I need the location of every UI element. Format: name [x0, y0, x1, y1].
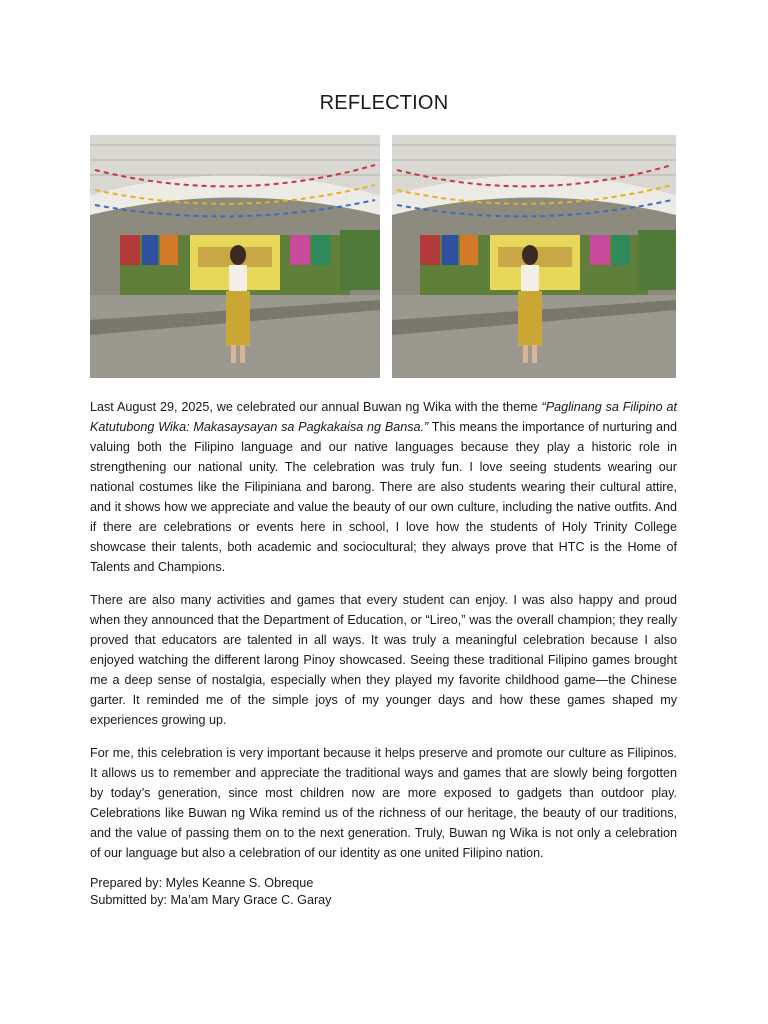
event-photo-right: [392, 135, 676, 378]
page-title: REFLECTION: [319, 92, 449, 114]
photo-event-stage-icon: [392, 135, 676, 378]
photo-event-stage-icon: [90, 135, 380, 378]
paragraph-1-rest: This means the importance of nurturing and valuing both the Filipino language and our native languages because they play a historic role in strengthening our national unity. The celebration was truly fun. I love seeing students wearing our national costumes like the Filipiniana and barong. There are also students wearing their cultural attire, and it shows how we appreciate and value the beauty of our own culture, including the native outfits. And if there are celebrations or events here in school, I love how the students of Holy Trinity College showcase their talents, both academic and sociocultural; they always prove that HTC is the Home of Talents and Champions.: [90, 420, 677, 574]
paragraph-1-intro: Last August 29, 2025, we celebrated our annual Buwan ng Wika with the theme: [90, 400, 542, 414]
submitted-by: Submitted by: Ma’am Mary Grace C. Garay: [90, 893, 332, 907]
paragraph-1: [90, 397, 677, 577]
prepared-by: Prepared by: Myles Keanne S. Obreque: [90, 876, 314, 890]
paragraph-3: For me, this celebration is very important because it helps preserve and promote our culture as Filipinos. It allows us to remember and appreciate the traditional ways and games that are slowly being forgotten by today’s generation, since most children now are more exposed to gadgets than outdoor play. Celebrations like Buwan ng Wika remind us of the richness of our heritage, the beauty of our traditions, and the value of passing them on to the next generation. Truly, Buwan ng Wika is not only a celebration of our language but also a celebration of our identity as one united Filipino nation.: [90, 746, 677, 860]
signature-block: [90, 875, 677, 909]
reflection-body: [90, 397, 677, 876]
theme-quote: “Paglinang sa Filipino at Katutubong Wika: Makasaysayan sa Pagkakaisa ng Bansa.”: [90, 400, 677, 434]
event-photo-left: [90, 135, 380, 378]
paragraph-2: There are also many activities and games that every student can enjoy. I was also happy and proud when they announced that the Department of Education, or “Lireo,” was the overall champion; they really proved that educators are talented in all ways. It was truly a meaningful celebration because I also enjoyed watching the different larong Pinoy showcased. Seeing these traditional Filipino games brought me a deep sense of nostalgia, especially when they played my favorite childhood game—the Chinese garter. It reminded me of the simple joys of my younger days and how these games shaped my experiences growing up.: [90, 593, 677, 727]
